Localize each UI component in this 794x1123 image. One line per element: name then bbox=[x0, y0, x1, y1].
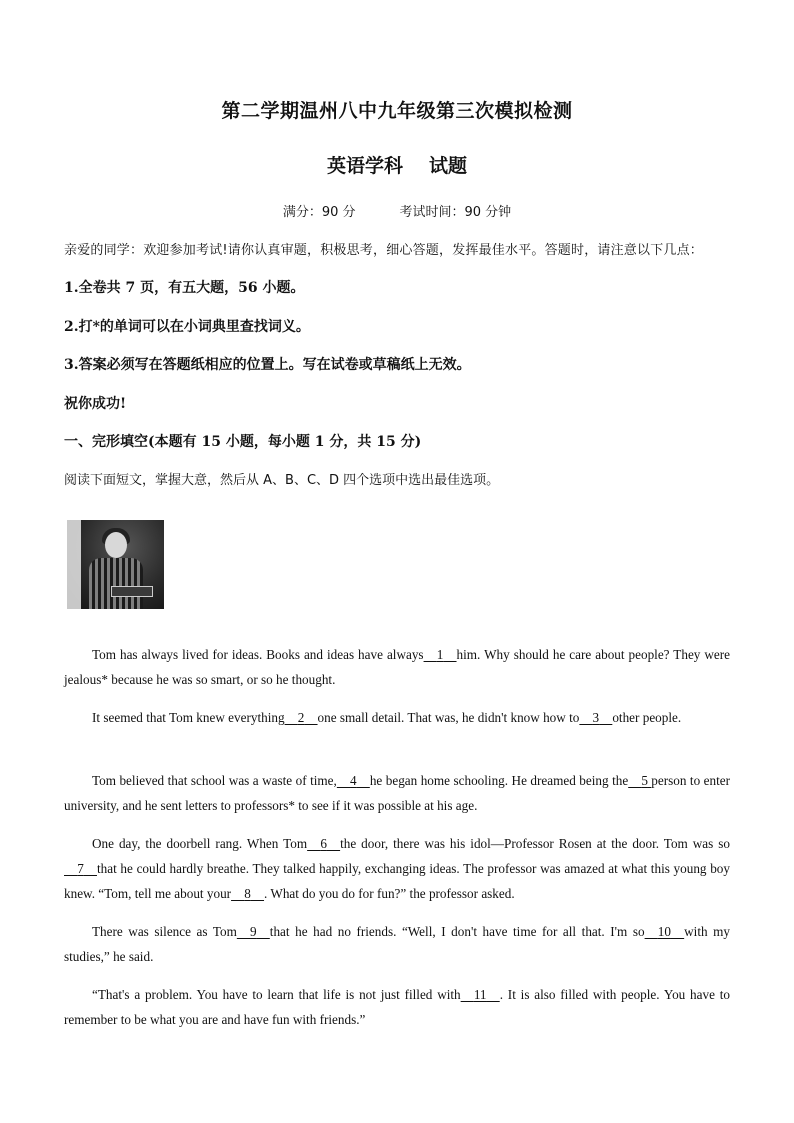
blank-10: 10 bbox=[657, 924, 671, 939]
exam-time: 考试时间：90 分钟 bbox=[399, 205, 512, 220]
blank-6: 6 bbox=[320, 836, 327, 851]
passage-paragraph-2: It seemed that Tom knew everything 2 one small detail. That was, he didn't know how to 3 other people. bbox=[64, 705, 730, 730]
rule-1: 1.全卷共 7 页，有五大题，56 小题。 bbox=[64, 280, 305, 296]
paper-label: 试题 bbox=[429, 155, 468, 177]
blank-1: 1 bbox=[436, 647, 444, 662]
passage-paragraph-1: Tom has always lived for ideas. Books and ideas have always 1 him. Why should he care about people? They were jealous* because he was so smart, or so he thought. bbox=[64, 642, 730, 692]
blank-9: 9 bbox=[250, 924, 257, 939]
blank-7: 7 bbox=[77, 861, 84, 876]
full-marks: 满分：90 分 bbox=[282, 205, 356, 220]
blank-3: 3 bbox=[592, 710, 600, 725]
passage-paragraph-6: “That's a problem. You have to learn that life is not just filled with 11 . It is also filled with people. You have to remember to be what you are and have fun with friends.” bbox=[64, 982, 730, 1032]
blank-5: 5 bbox=[641, 773, 648, 788]
subject-label: 英语学科 bbox=[326, 155, 403, 177]
exam-meta bbox=[0, 201, 794, 220]
section-instruction: 阅读下面短文，掌握大意，然后从 A、B、C、D 四个选项中选出最佳选项。 bbox=[64, 473, 500, 488]
passage-paragraph-4: One day, the doorbell rang. When Tom 6 the door, there was his idol—Professor Rosen at the door. Tom was so 7 that he could hardly breathe. They talked happily, exchanging ideas. The professor was amazed at what this young boy knew. “Tom, tell me about your 8 . What do you do for fun?” the professor asked. bbox=[64, 831, 730, 906]
passage-paragraph-3: Tom believed that school was a waste of time, 4 he began home schooling. He dreamed being the 5 person to enter university, and he sent letters to professors* to see if it was possible at his age. bbox=[64, 768, 730, 818]
section-heading: 一、完形填空(本题有 15 小题，每小题 1 分，共 15 分) bbox=[64, 434, 422, 450]
blank-4: 4 bbox=[350, 773, 357, 788]
blank-8: 8 bbox=[244, 886, 251, 901]
intro-text: 亲爱的同学：欢迎参加考试!请你认真审题，积极思考，细心答题，发挥最佳水平。答题时，请注意以下几点： bbox=[64, 243, 704, 258]
good-luck: 祝你成功! bbox=[64, 396, 127, 412]
blank-11: 11 bbox=[473, 987, 487, 1002]
exam-title: 第二学期温州八中九年级第三次模拟检测 bbox=[221, 100, 573, 122]
rule-3: 3.答案必须写在答题纸相应的位置上。写在试卷或草稿纸上无效。 bbox=[64, 357, 471, 373]
subject-title bbox=[0, 151, 794, 178]
passage-paragraph-5: There was silence as Tom 9 that he had no friends. “Well, I don't have time for all that. I'm so 10 with my studies,” he said. bbox=[64, 919, 730, 969]
blank-2: 2 bbox=[297, 710, 305, 725]
rule-2: 2.打*的单词可以在小词典里查找词义。 bbox=[64, 319, 310, 335]
boy-photo bbox=[67, 520, 164, 609]
